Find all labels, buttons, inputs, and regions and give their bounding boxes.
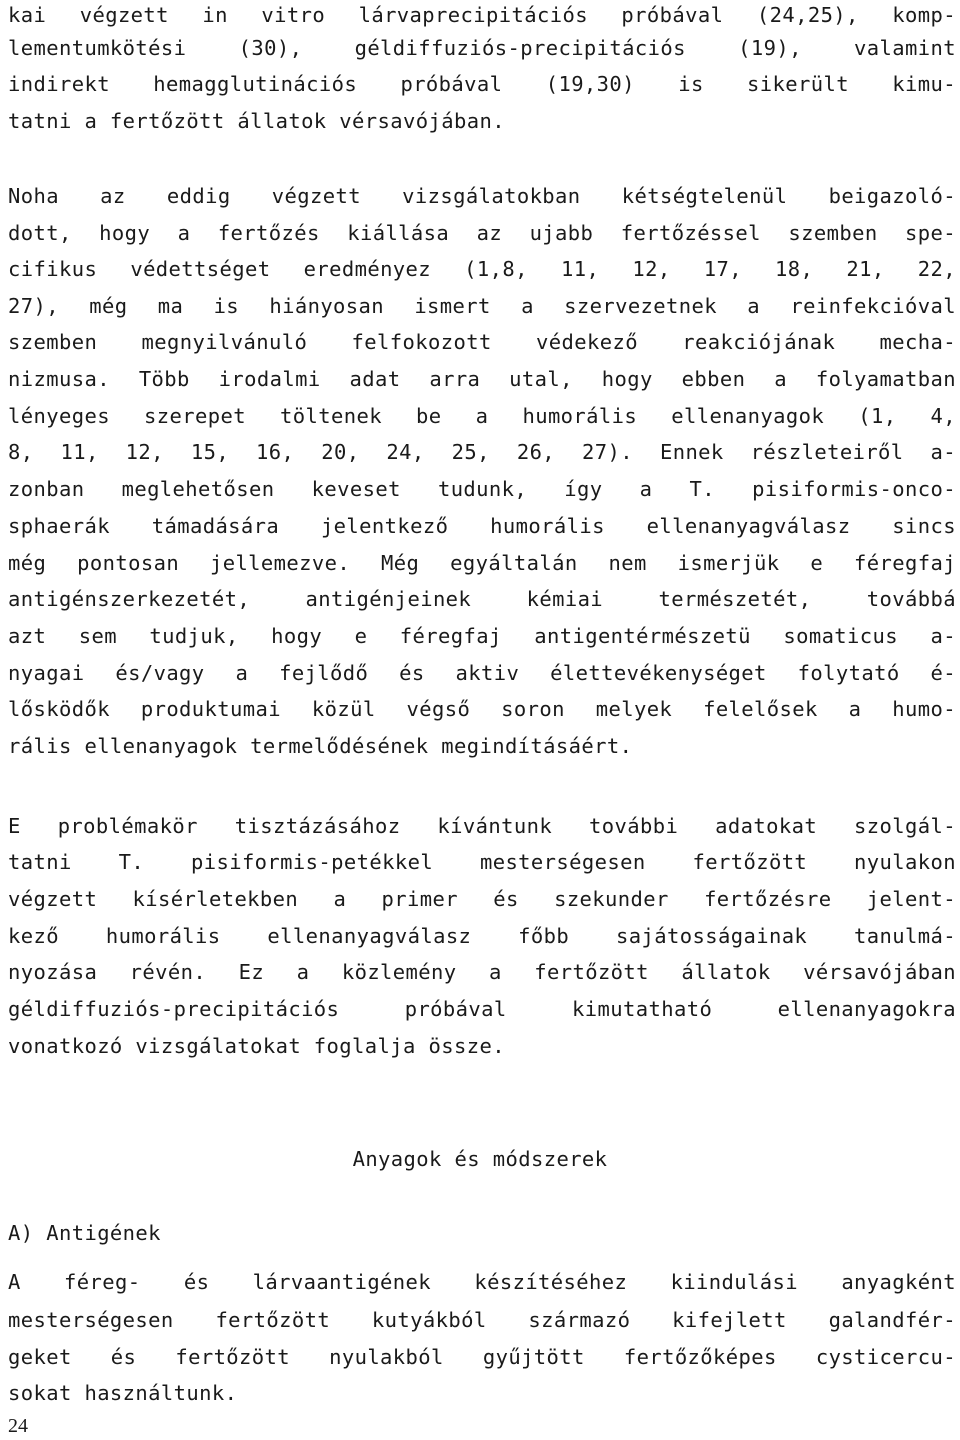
text-line: E problémakör tisztázásához kívántunk további adatokat szolgál- — [8, 814, 956, 838]
text-line: zonban meglehetősen keveset tudunk, így a T. pisiformis-onco- — [8, 477, 956, 501]
text-line: nyagai és/vagy a fejlődő és aktiv élettevékenységet folytató é- — [8, 661, 956, 685]
subsection-heading: A) Antigének — [8, 1221, 161, 1245]
text-line: végzett kísérletekben a primer és szekunder fertőzésre jelent- — [8, 887, 956, 911]
text-line: dott, hogy a fertőzés kiállása az ujabb fertőzéssel szemben spe- — [8, 221, 956, 245]
text-line: indirekt hemagglutinációs próbával (19,30) is sikerült kimu- — [8, 72, 956, 96]
text-line: geket és fertőzött nyulakból gyűjtött fertőzőképes cysticercu- — [8, 1345, 956, 1369]
text-line: kai végzett in vitro lárvaprecipitációs próbával (24,25), komp- — [8, 3, 956, 27]
text-line: rális ellenanyagok termelődésének megindításáért. — [8, 734, 633, 758]
text-line: géldiffuziós-precipitációs próbával kimutatható ellenanyagokra — [8, 997, 956, 1021]
text-line: még pontosan jellemezve. Még egyáltalán nem ismerjük e féregfaj — [8, 551, 956, 575]
text-line: sokat használtunk. — [8, 1381, 238, 1405]
text-line: tatni a fertőzött állatok vérsavójában. — [8, 109, 505, 133]
text-line: tatni T. pisiformis-petékkel mesterségesen fertőzött nyulakon — [8, 850, 956, 874]
text-line: cifikus védettséget eredményez (1,8, 11, 12, 17, 18, 21, 22, — [8, 257, 956, 281]
text-line: nyozása révén. Ez a közlemény a fertőzött állatok vérsavójában — [8, 960, 956, 984]
text-line: kező humorális ellenanyagválasz főbb sajátosságainak tanulmá- — [8, 924, 956, 948]
text-line: antigénszerkezetét, antigénjeinek kémiai természetét, továbbá — [8, 587, 956, 611]
text-line: Noha az eddig végzett vizsgálatokban kétségtelenül beigazoló- — [8, 184, 956, 208]
text-line: sphaerák támadására jelentkező humorális ellenanyagválasz sincs — [8, 514, 956, 538]
page-number: 24 — [8, 1415, 28, 1437]
text-line: vonatkozó vizsgálatokat foglalja össze. — [8, 1034, 505, 1058]
text-line: lényeges szerepet töltenek be a humorális ellenanyagok (1, 4, — [8, 404, 956, 428]
text-line: 27), még ma is hiányosan ismert a szervezetnek a reinfekcióval — [8, 294, 956, 318]
text-line: 8, 11, 12, 15, 16, 20, 24, 25, 26, 27). Ennek részleteiről a- — [8, 440, 956, 464]
text-line: azt sem tudjuk, hogy e féregfaj antigentérmészetü somaticus a- — [8, 624, 956, 648]
text-line: lősködők produktumai közül végső soron melyek felelősek a humo- — [8, 697, 956, 721]
section-heading: Anyagok és módszerek — [352, 1147, 608, 1171]
text-line: nizmusa. Több irodalmi adat arra utal, hogy ebben a folyamatban — [8, 367, 956, 391]
text-line: mesterségesen fertőzött kutyákból származó kifejlett galandfér- — [8, 1308, 956, 1332]
text-line: A féreg- és lárvaantigének készítéséhez kiindulási anyagként — [8, 1270, 956, 1294]
text-line: lementumkötési (30), géldiffuziós-precipitációs (19), valamint — [8, 36, 956, 60]
text-line: szemben megnyilvánuló felfokozott védekező reakciójának mecha- — [8, 330, 956, 354]
